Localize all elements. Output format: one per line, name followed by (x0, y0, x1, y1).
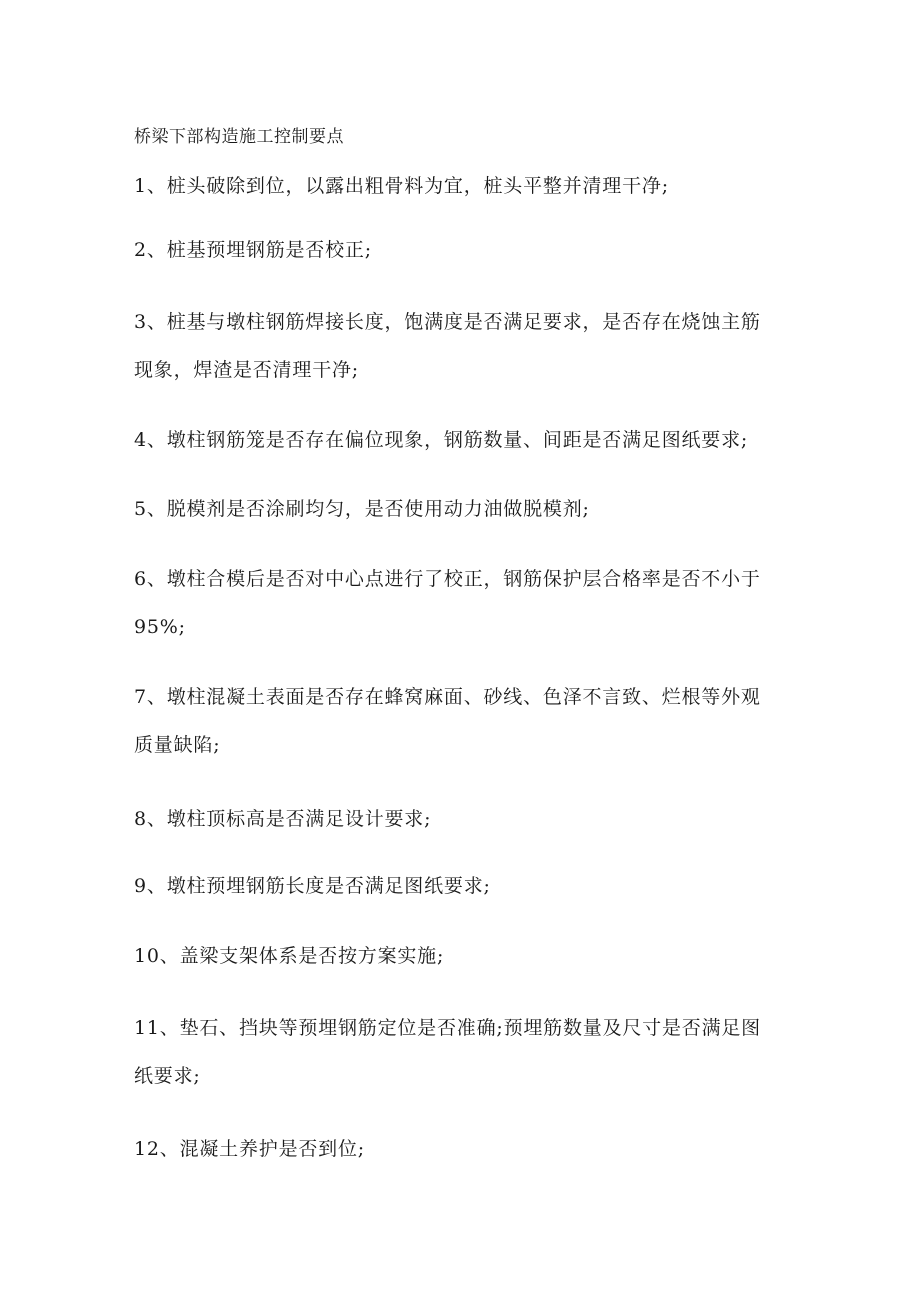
item-10-line-1: 10、盖梁支架体系是否按方案实施; (134, 945, 445, 967)
list-item-11 (134, 1004, 794, 1100)
item-2-line-1: 2、桩基预埋钢筋是否校正; (134, 239, 372, 261)
item-11-line-2: 纸要求; (134, 1065, 201, 1087)
list-item-3 (134, 298, 794, 394)
list-item-6 (134, 555, 794, 651)
list-item-1 (134, 162, 794, 210)
list-item-4 (134, 416, 794, 464)
list-item-2 (134, 226, 794, 274)
item-7-line-1: 7、墩柱混凝土表面是否存在蜂窝麻面、砂线、色泽不言致、烂根等外观 (134, 686, 761, 708)
item-8-line-1: 8、墩柱顶标高是否满足设计要求; (134, 808, 432, 830)
document-title: 桥梁下部构造施工控制要点 (134, 127, 344, 147)
list-item-10 (134, 932, 794, 980)
list-item-5 (134, 485, 794, 533)
item-12-line-1: 12、混凝土养护是否到位; (134, 1138, 365, 1160)
item-3-line-1: 3、桩基与墩柱钢筋焊接长度，饱满度是否满足要求，是否存在烧蚀主筋 (134, 311, 761, 333)
item-4-line-1: 4、墩柱钢筋笼是否存在偏位现象，钢筋数量、间距是否满足图纸要求; (134, 429, 749, 451)
list-item-7 (134, 673, 794, 769)
item-5-line-1: 5、脱模剂是否涂刷均匀，是否使用动力油做脱模剂; (134, 498, 590, 520)
item-11-line-1: 11、垫石、挡块等预埋钢筋定位是否准确;预埋筋数量及尺寸是否满足图 (134, 1017, 761, 1039)
item-1-line-1: 1、桩头破除到位，以露出粗骨料为宜，桩头平整并清理干净; (134, 175, 669, 197)
list-item-9 (134, 862, 794, 910)
item-9-line-1: 9、墩柱预埋钢筋长度是否满足图纸要求; (134, 875, 491, 897)
item-6-line-1: 6、墩柱合模后是否对中心点进行了校正，钢筋保护层合格率是否不小于 (134, 568, 761, 590)
list-item-8 (134, 795, 794, 843)
item-6-line-2: 95%; (134, 616, 186, 638)
list-item-12 (134, 1125, 794, 1173)
item-3-line-2: 现象，焊渣是否清理干净; (134, 359, 360, 381)
item-7-line-2: 质量缺陷; (134, 734, 221, 756)
